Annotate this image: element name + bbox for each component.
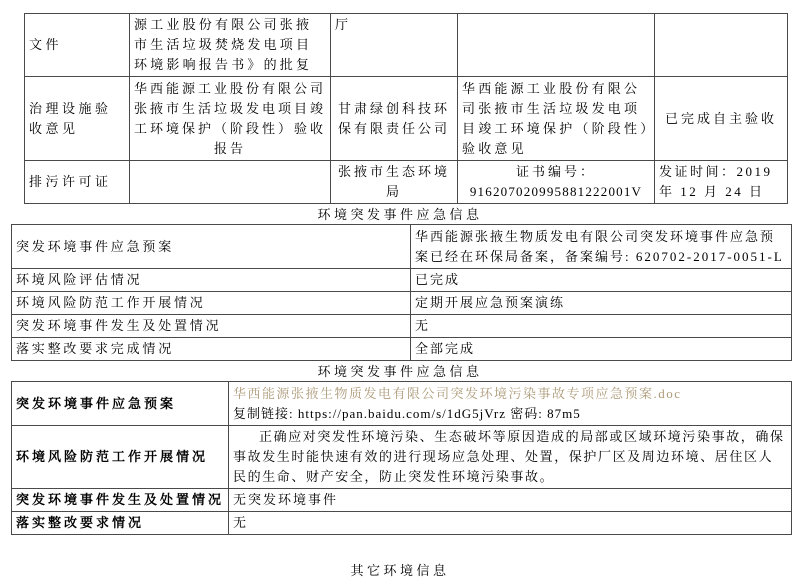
rectification-detail-label: 落实整改要求情况 xyxy=(12,512,229,535)
row-risk-assessment xyxy=(12,269,792,292)
acceptance-opinion-text: 华西能源工业股份有限公司张掖市生活垃圾发电项目竣工环境保护（阶段性）验收意见 xyxy=(458,77,655,161)
section-heading-emergency-info-1: 环境突发事件应急信息 xyxy=(317,207,483,222)
incident-handling-detail-value: 无突发环境事件 xyxy=(229,489,792,512)
risk-prevention-value: 定期开展应急预案演练 xyxy=(411,292,792,315)
empty-cell xyxy=(458,14,655,77)
emergency-plan-detail-cell xyxy=(229,382,792,426)
approval-authority-text: 厅 xyxy=(331,14,458,77)
risk-assessment-value: 已完成 xyxy=(411,269,792,292)
acceptance-status-text: 已完成自主验收 xyxy=(655,77,788,161)
emergency-info-table-2 xyxy=(11,381,792,535)
discharge-permit-label: 排污许可证 xyxy=(25,161,130,204)
row-risk-prevention-detail xyxy=(12,426,792,489)
pan-baidu-copy-link[interactable]: 复制链接: https://pan.baidu.com/s/1dG5jVrz 密码: 87m5 xyxy=(233,405,581,421)
emergency-plan-value: 华西能源张掖生物质发电有限公司突发环境事件应急预案已经在环保局备案，备案编号: 620702-2017-0051-L xyxy=(411,225,792,269)
incident-handling-value: 无 xyxy=(411,315,792,338)
empty-cell xyxy=(130,161,331,204)
risk-prevention-detail-label: 环境风险防范工作开展情况 xyxy=(12,426,229,489)
row-incident-handling-detail xyxy=(12,489,792,512)
row-emergency-plan xyxy=(12,225,792,269)
incident-handling-detail-label: 突发环境事件发生及处置情况 xyxy=(12,489,229,512)
section-heading-emergency-info-2: 环境突发事件应急信息 xyxy=(317,364,483,379)
row-facility-acceptance xyxy=(25,77,788,161)
risk-prevention-detail-value: 正确应对突发性环境污染、生态破坏等原因造成的局部或区域环境污染事故，确保事故发生时能快速有效的进行现场应急处理、处置，保护厂区及周边环境、居住区人民的生命、财产安全，防止突发性环境污染事故。 xyxy=(229,426,792,489)
acceptance-report-text: 华西能源工业股份有限公司张掖市生活垃圾发电项目竣工环境保护（阶段性）验收报告 xyxy=(130,77,331,161)
risk-prevention-label: 环境风险防范工作开展情况 xyxy=(12,292,411,315)
row-incident-handling xyxy=(12,315,792,338)
row-rectification-detail xyxy=(12,512,792,535)
rectification-label: 落实整改要求完成情况 xyxy=(12,338,411,361)
permit-acceptance-table xyxy=(24,13,788,204)
risk-assessment-label: 环境风险评估情况 xyxy=(12,269,411,292)
approval-doc-text: 源工业股份有限公司张掖市生活垃圾焚烧发电项目环境影响报告书》的批复 xyxy=(130,14,331,77)
section-heading-other-info: 其它环境信息 xyxy=(350,563,450,578)
permit-authority-text: 张掖市生态环境局 xyxy=(331,161,458,204)
rectification-detail-value: 无 xyxy=(229,512,792,535)
facility-acceptance-label: 治理设施验收意见 xyxy=(25,77,130,161)
permit-certificate-cell xyxy=(458,161,655,204)
certificate-number-value: 916207020995881222001V xyxy=(469,184,643,199)
row-discharge-permit xyxy=(25,161,788,204)
emergency-plan-label: 突发环境事件应急预案 xyxy=(12,225,411,269)
permit-issue-date-text: 发证时间：2019 年 12 月 24 日 xyxy=(655,161,788,204)
row-emergency-plan-detail xyxy=(12,382,792,426)
certificate-number-label: 证书编号： xyxy=(515,164,596,179)
document-label: 文件 xyxy=(25,14,130,77)
emergency-info-table-1 xyxy=(11,224,792,361)
empty-cell xyxy=(655,14,788,77)
row-document xyxy=(25,14,788,77)
incident-handling-label: 突发环境事件发生及处置情况 xyxy=(12,315,411,338)
row-risk-prevention xyxy=(12,292,792,315)
emergency-plan-detail-label: 突发环境事件应急预案 xyxy=(12,382,229,426)
row-rectification xyxy=(12,338,792,361)
rectification-value: 全部完成 xyxy=(411,338,792,361)
acceptance-agency-text: 甘肃绿创科技环保有限责任公司 xyxy=(331,77,458,161)
plan-doc-link[interactable]: 华西能源张掖生物质发电有限公司突发环境污染事故专项应急预案.doc xyxy=(233,385,682,401)
